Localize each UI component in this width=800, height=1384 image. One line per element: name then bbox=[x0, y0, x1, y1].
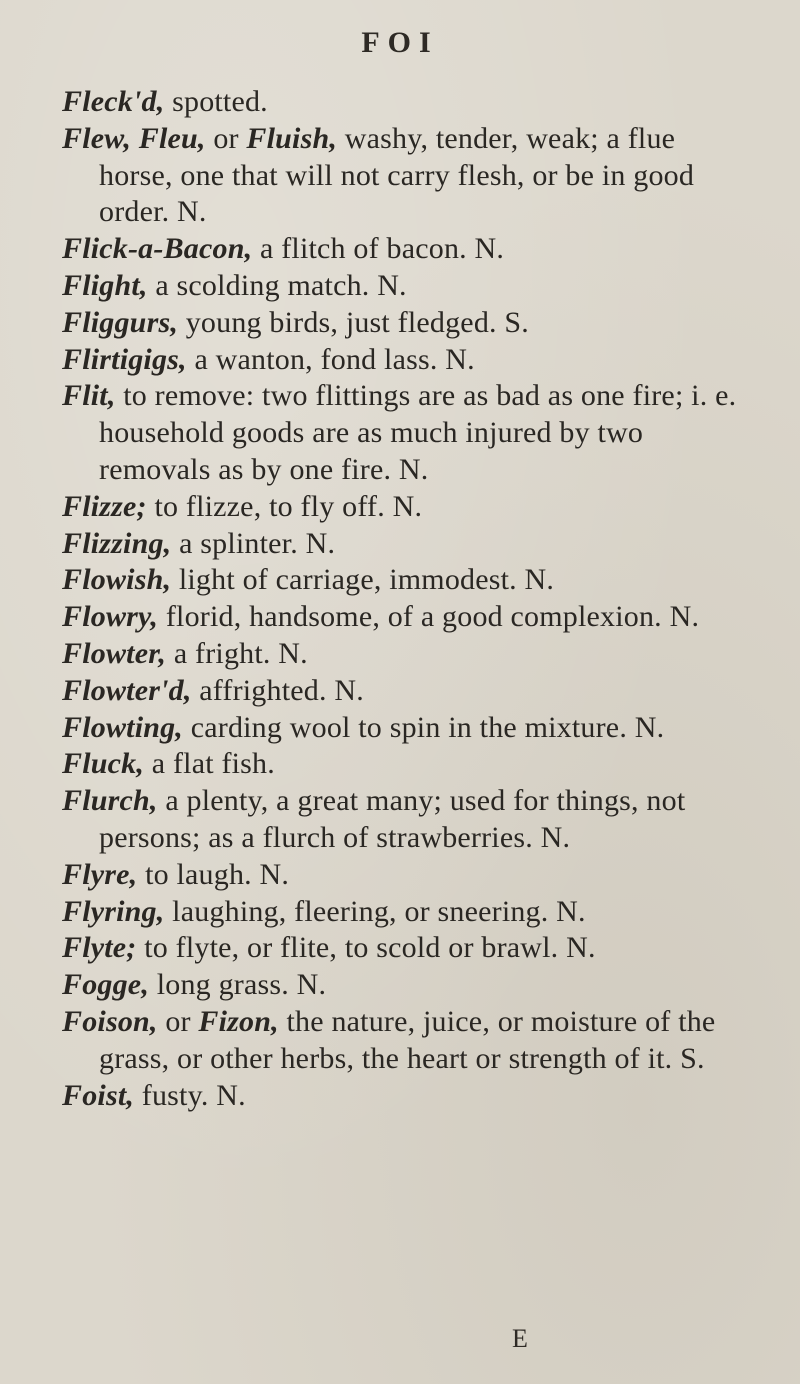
definition: a flitch of bacon. N. bbox=[260, 232, 505, 266]
dictionary-entry bbox=[0, 84, 800, 121]
running-head: FOI bbox=[361, 26, 439, 59]
definition: to flyte, or flite, to scold or brawl. N. bbox=[144, 931, 596, 965]
definition: or bbox=[213, 121, 239, 155]
definition: light of carriage, immodest. N. bbox=[178, 563, 555, 597]
headword-variant: Fizon, bbox=[198, 1004, 279, 1038]
headword: Flew, Fleu, bbox=[62, 121, 206, 155]
dictionary-entry bbox=[0, 673, 800, 710]
dictionary-entry bbox=[0, 305, 800, 342]
dictionary-entry bbox=[0, 342, 800, 379]
dictionary-entry bbox=[0, 378, 800, 488]
headword: Flowting, bbox=[62, 710, 184, 744]
headword: Flyring, bbox=[62, 894, 165, 928]
entry-list bbox=[0, 84, 800, 1114]
headword: Flyte; bbox=[62, 931, 137, 965]
headword: Fogge, bbox=[62, 968, 150, 1002]
headword-variant: Fluish, bbox=[246, 121, 338, 155]
dictionary-entry bbox=[0, 489, 800, 526]
definition: to laugh. N. bbox=[145, 857, 290, 891]
dictionary-entry bbox=[0, 268, 800, 305]
headword: Flowter'd, bbox=[62, 673, 192, 707]
headword: Flizzing, bbox=[62, 526, 172, 560]
definition: a plenty, a great many; used for things, not persons; as a flurch of strawberries. N. bbox=[99, 784, 686, 854]
dictionary-entry bbox=[0, 599, 800, 636]
headword: Flyre, bbox=[62, 857, 138, 891]
definition: a splinter. N. bbox=[179, 526, 336, 560]
dictionary-entry bbox=[0, 121, 800, 231]
definition: washy, tender, weak; a flue horse, one that will not carry flesh, or be in good order. N. bbox=[99, 121, 695, 229]
definition: spotted. bbox=[172, 85, 268, 118]
headword: Foist, bbox=[62, 1078, 135, 1112]
dictionary-entry bbox=[0, 636, 800, 673]
headword: Flowter, bbox=[62, 636, 167, 670]
dictionary-entry bbox=[0, 526, 800, 563]
dictionary-entry bbox=[0, 783, 800, 857]
headword: Flight, bbox=[62, 268, 148, 302]
dictionary-entry bbox=[0, 894, 800, 931]
headword: Flurch, bbox=[62, 784, 158, 818]
definition: laughing, fleering, or sneering. N. bbox=[172, 894, 586, 928]
dictionary-entry bbox=[0, 231, 800, 268]
headword: Fluck, bbox=[62, 747, 145, 781]
headword: Foison, bbox=[62, 1004, 158, 1038]
dictionary-entry bbox=[0, 857, 800, 894]
definition: a fright. N. bbox=[173, 636, 308, 670]
headword: Fliggurs, bbox=[62, 305, 179, 339]
definition: to flizze, to fly off. N. bbox=[154, 489, 423, 523]
headword: Flit, bbox=[62, 379, 116, 413]
definition: florid, handsome, of a good complexion. N. bbox=[165, 600, 700, 634]
headword: Fleck'd, bbox=[62, 85, 165, 118]
definition: long grass. N. bbox=[156, 968, 327, 1002]
dictionary-entry bbox=[0, 967, 800, 1004]
dictionary-entry bbox=[0, 1078, 800, 1115]
definition: the nature, juice, or moisture of the grass, or other herbs, the heart or strength of it. S. bbox=[99, 1004, 716, 1075]
dictionary-entry bbox=[0, 562, 800, 599]
definition: a scolding match. N. bbox=[155, 268, 407, 302]
dictionary-entry bbox=[0, 1004, 800, 1078]
dictionary-entry bbox=[0, 710, 800, 747]
definition: young birds, just fledged. S. bbox=[185, 305, 530, 339]
headword: Flowish, bbox=[62, 563, 172, 597]
headword: Flowry, bbox=[62, 600, 159, 634]
definition: affrighted. N. bbox=[199, 673, 364, 707]
definition: a wanton, fond lass. N. bbox=[194, 342, 475, 376]
headword: Flick-a-Bacon, bbox=[62, 232, 253, 266]
definition: carding wool to spin in the mixture. N. bbox=[190, 710, 665, 744]
definition: a flat fish. bbox=[151, 747, 275, 781]
dictionary-entry bbox=[0, 746, 800, 783]
definition: to remove: two flittings are as bad as one fire; i. e. household goods are as much injured by two removals as by one fire. N. bbox=[99, 379, 737, 486]
dictionary-entry bbox=[0, 930, 800, 967]
headword: Flirtigigs, bbox=[62, 342, 187, 376]
definition: fusty. N. bbox=[141, 1078, 246, 1112]
headword: Flizze; bbox=[62, 489, 147, 523]
definition: or bbox=[165, 1004, 191, 1038]
signature-mark: E bbox=[512, 1324, 528, 1353]
